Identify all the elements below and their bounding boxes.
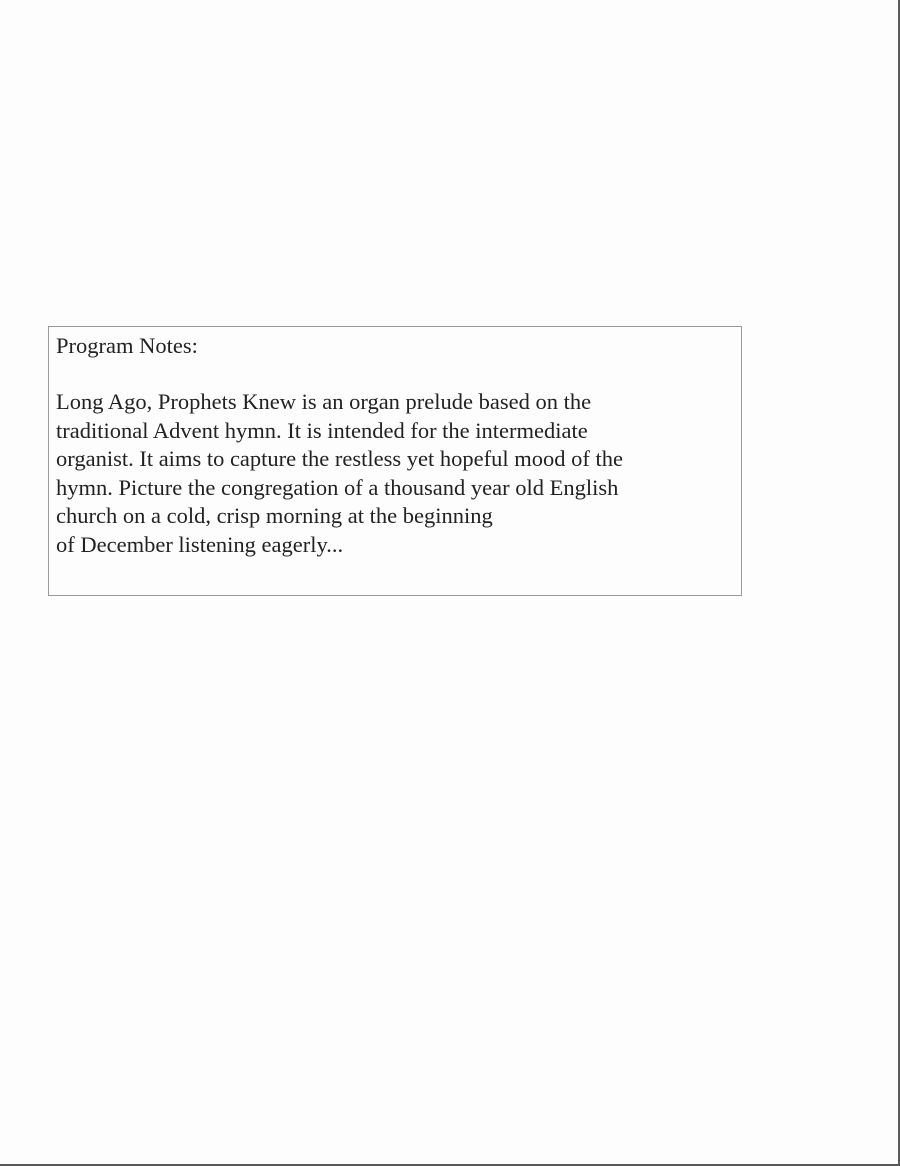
program-notes-line: traditional Advent hymn. It is intended for the intermediate (56, 417, 588, 443)
program-notes-line: Long Ago, Prophets Knew is an organ prelude based on the (56, 389, 592, 414)
program-notes-box (48, 326, 742, 596)
program-notes-line: of December listening eagerly... (56, 531, 344, 557)
program-notes-line: organist. It aims to capture the restless yet hopeful mood of the (56, 446, 623, 471)
program-notes-heading: Program Notes: (56, 333, 198, 358)
program-notes-line: hymn. Picture the congregation of a thousand year old English (56, 474, 619, 500)
paragraph-gap (56, 360, 733, 388)
program-notes-line: church on a cold, crisp morning at the beginning (56, 503, 493, 528)
